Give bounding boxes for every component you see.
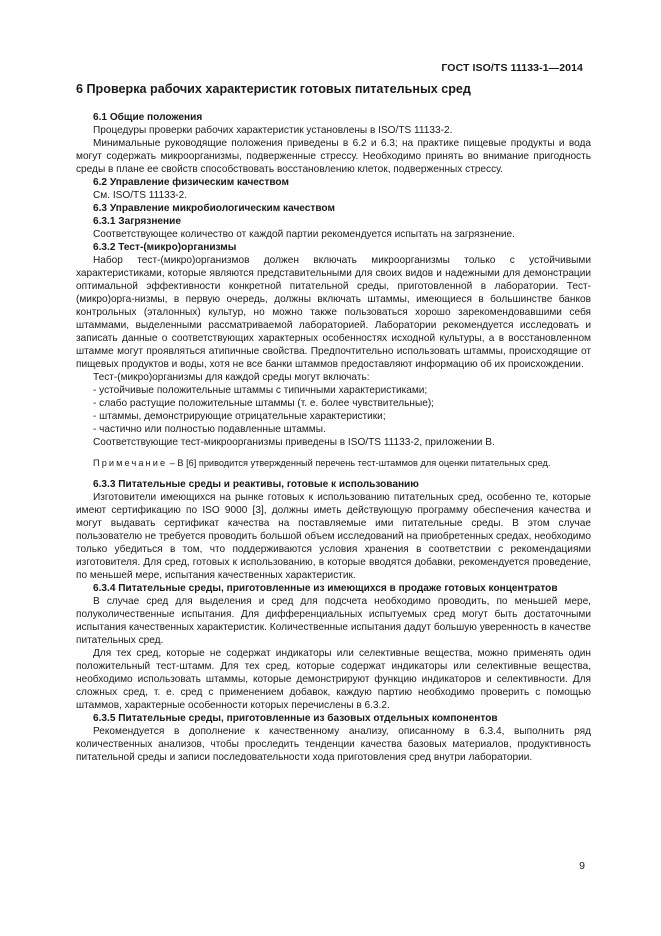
paragraph: Тест-(микро)организмы для каждой среды могут включать: xyxy=(93,372,370,383)
paragraph: Соответствующие тест-микроорганизмы приведены в ISO/TS 11133-2, приложении В. xyxy=(93,437,495,448)
note-text: – В [6] приводится утвержденный перечень тест-штаммов для оценки питательных сред. xyxy=(167,458,551,468)
note-label: Примечание xyxy=(93,458,168,468)
paragraph: Процедуры проверки рабочих характеристик установлены в ISO/TS 11133-2. xyxy=(93,125,453,136)
paragraph: Набор тест-(микро)организмов должен включать микроорганизмы только с устойчивыми характеристиками, которые являются представительными для своих видов и надежными для демонстрации оптимальной эффективности конкретной питательной среды, приготовленной в лаборатории. Тест-(микро)орга-низмы, в первую очередь, должны включать штаммы, имеющиеся в большинстве банков контрольных (эталонных) культур, но можно также пользоваться хорошо зарекомендовавшими себя штаммами, выделенными рассматриваемой лабораторией. Лаборатории рекомендуется исследовать и записать данные о соответствующих характерных особенностях исходной культуры, а в восстановленном штамме могут проявляться атипичные свойства. Предпочтительно использовать штаммы, происходящие от пищевых продуктов и воды, хотя не все банки штаммов предоставляют информацию об их происхождении. xyxy=(76,255,591,370)
note xyxy=(76,457,591,470)
paragraph: Для тех сред, которые не содержат индикаторы или селективные вещества, можно применять один положительный тест-штамм. Для тех сред, которые содержат индикаторы или селективные вещества, необходимо использовать штаммы, которые демонстрируют функцию индикаторов и селективности. Для сложных сред, т. е. сред с применением добавок, каждую партию необходимо проверить с помощью штаммов, характерные особенности которых перечислены в 6.3.2. xyxy=(76,648,591,711)
page-number: 9 xyxy=(579,860,585,872)
list-item: - штаммы, демонстрирующие отрицательные характеристики; xyxy=(93,411,386,422)
subsection-6-3-3-title: 6.3.3 Питательные среды и реактивы, готовые к использованию xyxy=(93,479,419,490)
section-title: 6 Проверка рабочих характеристик готовых питательных сред xyxy=(76,82,471,96)
subsection-6-3-1-title: 6.3.1 Загрязнение xyxy=(93,216,181,227)
subsection-6-3-title: 6.3 Управление микробиологическим качеством xyxy=(93,203,335,214)
paragraph: В случае сред для выделения и сред для подсчета необходимо проводить, по меньшей мере, полуколичественные испытания. Для дифференциальных испытуемых сред могут быть достаточными испытания качественных характеристик. Количественные испытания дадут большую уверенность в качестве питательных сред. xyxy=(76,596,591,646)
paragraph: Минимальные руководящие положения приведены в 6.2 и 6.3; на практике пищевые продукты и вода могут содержать микроорганизмы, подверженные стрессу. Необходимо принять во внимание пригодность среды в плане ее свойств способствовать восстановлению клеток, подверженных стрессу. xyxy=(76,138,591,175)
paragraph: Соответствующее количество от каждой партии рекомендуется испытать на загрязнение. xyxy=(93,229,515,240)
list-item: - частично или полностью подавленные штаммы. xyxy=(93,424,326,435)
subsection-6-3-2-title: 6.3.2 Тест-(микро)организмы xyxy=(93,242,237,253)
paragraph: Рекомендуется в дополнение к качественному анализу, описанному в 6.3.4, выполнить ряд количественных анализов, чтобы проследить тенденции качества базовых материалов, продуктивность питательной среды и записи последовательности хода приготовления сред внутри лаборатории. xyxy=(76,726,591,763)
subsection-6-3-5-title: 6.3.5 Питательные среды, приготовленные из базовых отдельных компонентов xyxy=(93,713,498,724)
list-item: - слабо растущие положительные штаммы (т. е. более чувствительные); xyxy=(93,398,434,409)
paragraph: См. ISO/TS 11133-2. xyxy=(93,190,188,201)
document-standard-header: ГОСТ ISO/TS 11133-1—2014 xyxy=(441,62,583,74)
paragraph: Изготовители имеющихся на рынке готовых к использованию питательных сред, особенно те, которые имеют сертификацию по ISO 9000 [3], должны иметь действующую программу обеспечения качества и могут выдавать сертификат качества на поставляемые ими питательные среды. В этом случае пользователю не требуется проводить большой объем исследований на приобретенных средах, необходимо только убедиться в том, что поддерживаются условия хранения в соответствии с рекомендациями изготовителя. Для сред, готовых к использованию, в которые вводятся добавки, рекомендуется проведение, по меньшей мере, испытания качественных характеристик. xyxy=(76,492,591,581)
list-item: - устойчивые положительные штаммы с типичными характеристиками; xyxy=(93,385,428,396)
subsection-6-1-title: 6.1 Общие положения xyxy=(93,112,203,123)
subsection-6-3-4-title: 6.3.4 Питательные среды, приготовленные из имеющихся в продаже готовых концентратов xyxy=(93,583,558,594)
subsection-6-2-title: 6.2 Управление физическим качеством xyxy=(93,177,289,188)
document-body xyxy=(76,111,591,764)
